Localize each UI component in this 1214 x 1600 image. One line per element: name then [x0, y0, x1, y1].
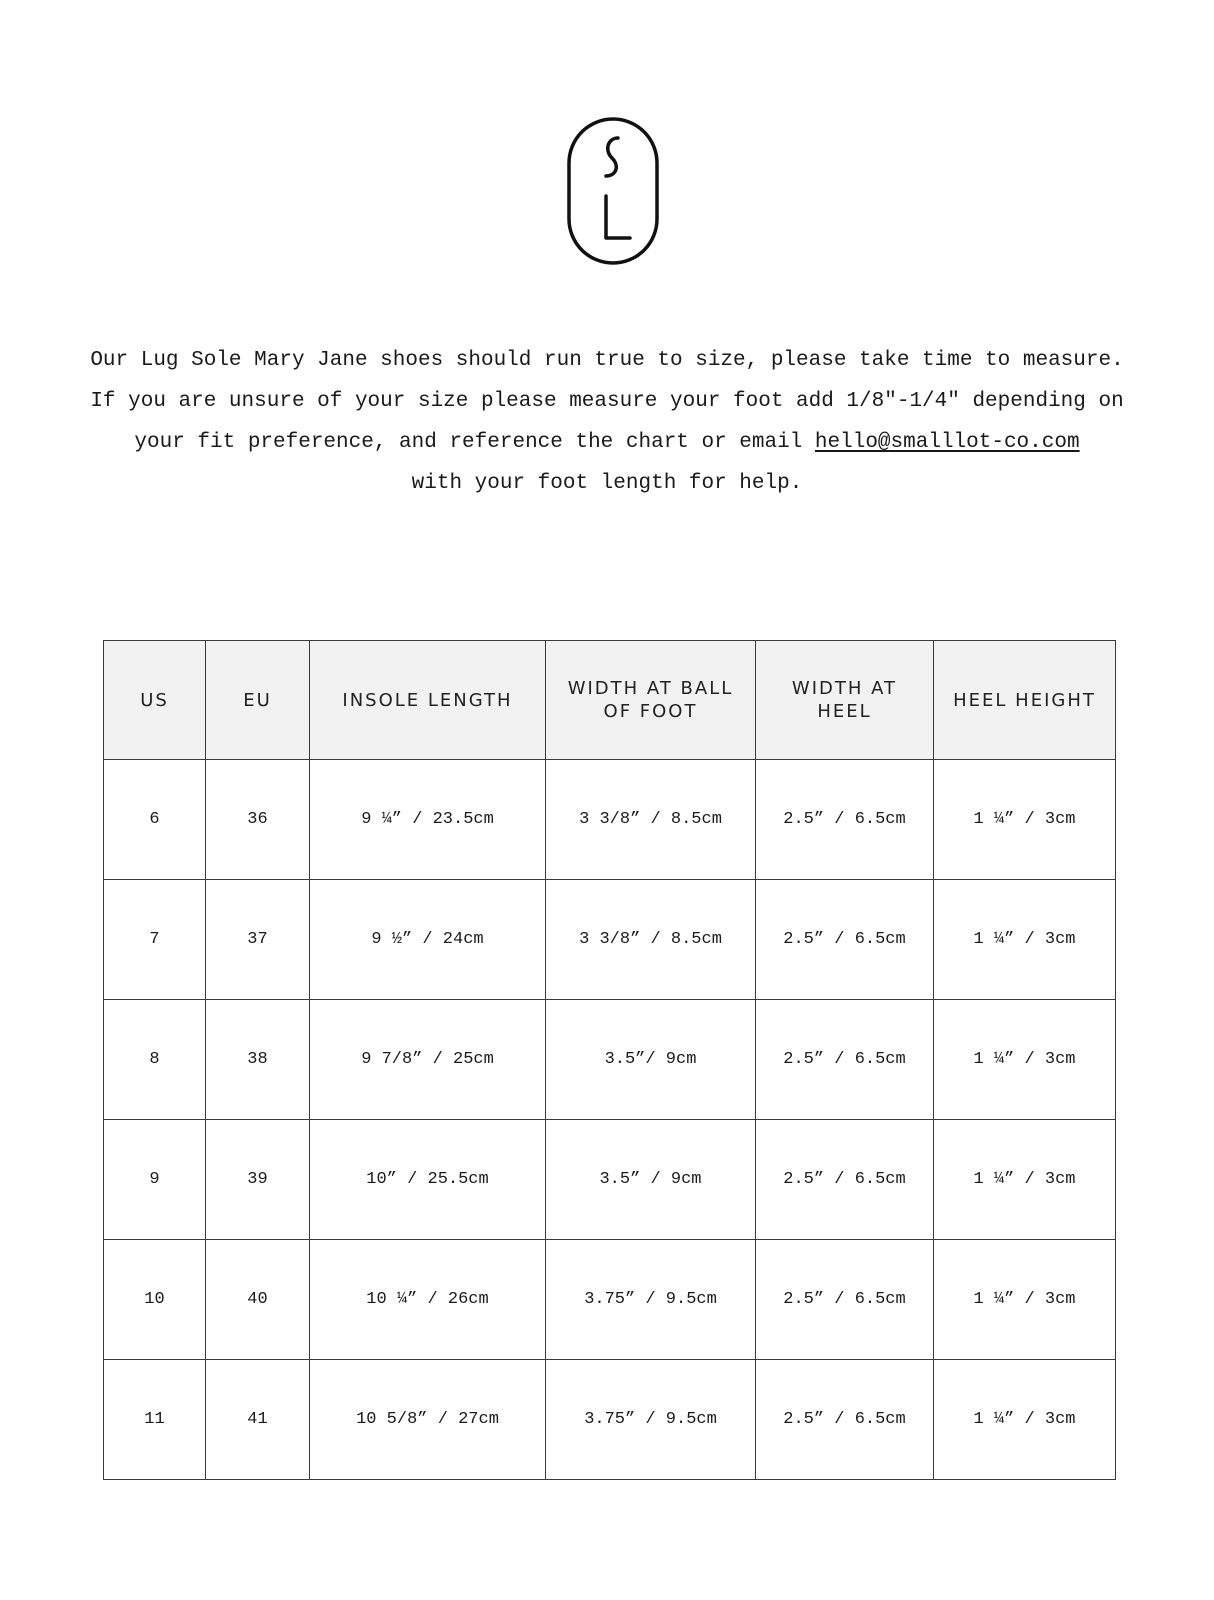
email-link[interactable]: hello@smalllot-co.com [814, 431, 1080, 454]
cell-us: 11 [104, 1360, 206, 1480]
header-us: US [104, 641, 206, 760]
cell-insole: 10 ¼” / 26cm [310, 1240, 546, 1360]
cell-ball: 3.5”/ 9cm [546, 1000, 756, 1120]
size-chart-table [103, 640, 1116, 1480]
cell-insole: 10” / 25.5cm [310, 1120, 546, 1240]
cell-eu: 36 [206, 760, 310, 880]
cell-heel-height: 1 ¼” / 3cm [934, 1360, 1116, 1480]
table-row [104, 1360, 1116, 1480]
intro-line-3 [80, 422, 1134, 463]
cell-us: 7 [104, 880, 206, 1000]
cell-us: 9 [104, 1120, 206, 1240]
cell-heel-height: 1 ¼” / 3cm [934, 880, 1116, 1000]
table-row [104, 880, 1116, 1000]
sl-monogram-logo [566, 116, 660, 266]
cell-heel-width: 2.5” / 6.5cm [756, 760, 934, 880]
header-width-ball: WIDTH AT BALL OF FOOT [546, 641, 756, 760]
cell-heel-width: 2.5” / 6.5cm [756, 1000, 934, 1120]
table-row [104, 1000, 1116, 1120]
cell-heel-width: 2.5” / 6.5cm [756, 1240, 934, 1360]
cell-heel-width: 2.5” / 6.5cm [756, 880, 934, 1000]
intro-line-1: Our Lug Sole Mary Jane shoes should run true to size, please take time to measure. [90, 349, 1124, 372]
cell-eu: 41 [206, 1360, 310, 1480]
cell-ball: 3 3/8” / 8.5cm [546, 880, 756, 1000]
cell-eu: 40 [206, 1240, 310, 1360]
cell-heel-width: 2.5” / 6.5cm [756, 1120, 934, 1240]
cell-ball: 3.75” / 9.5cm [546, 1360, 756, 1480]
intro-line-4: with your foot length for help. [411, 472, 803, 495]
cell-eu: 38 [206, 1000, 310, 1120]
header-heel-height: HEEL HEIGHT [934, 641, 1116, 760]
intro-text [80, 340, 1134, 504]
cell-ball: 3.5” / 9cm [546, 1120, 756, 1240]
cell-insole: 9 ¼” / 23.5cm [310, 760, 546, 880]
cell-insole: 10 5/8” / 27cm [310, 1360, 546, 1480]
intro-line-2: If you are unsure of your size please measure your foot add 1/8"-1/4" depending on [90, 390, 1124, 413]
cell-heel-width: 2.5” / 6.5cm [756, 1360, 934, 1480]
logo-mark [566, 116, 660, 266]
table-row [104, 1240, 1116, 1360]
cell-insole: 9 7/8” / 25cm [310, 1000, 546, 1120]
table-row [104, 1120, 1116, 1240]
cell-ball: 3.75” / 9.5cm [546, 1240, 756, 1360]
cell-us: 8 [104, 1000, 206, 1120]
cell-heel-height: 1 ¼” / 3cm [934, 1000, 1116, 1120]
cell-insole: 9 ½” / 24cm [310, 880, 546, 1000]
cell-us: 6 [104, 760, 206, 880]
table-header-row [104, 641, 1116, 760]
cell-heel-height: 1 ¼” / 3cm [934, 760, 1116, 880]
cell-eu: 39 [206, 1120, 310, 1240]
header-width-heel: WIDTH AT HEEL [756, 641, 934, 760]
intro-line-3-text: your fit preference, and reference the chart or email [134, 431, 815, 454]
cell-us: 10 [104, 1240, 206, 1360]
cell-heel-height: 1 ¼” / 3cm [934, 1240, 1116, 1360]
cell-ball: 3 3/8” / 8.5cm [546, 760, 756, 880]
table-row [104, 760, 1116, 880]
cell-eu: 37 [206, 880, 310, 1000]
header-eu: EU [206, 641, 310, 760]
cell-heel-height: 1 ¼” / 3cm [934, 1120, 1116, 1240]
header-insole-length: INSOLE LENGTH [310, 641, 546, 760]
